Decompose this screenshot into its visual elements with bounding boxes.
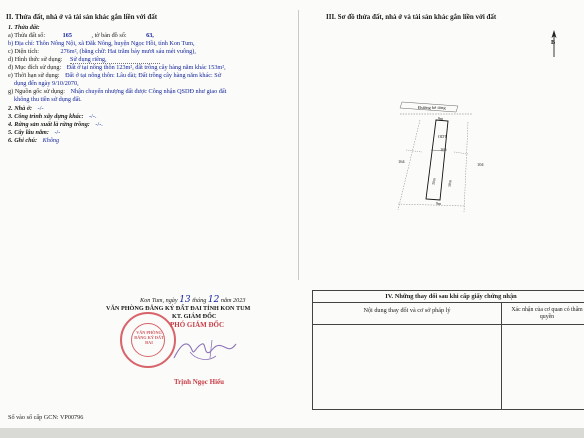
signer-name: Trịnh Ngọc Hiếu [174, 378, 225, 386]
item2-line [8, 105, 44, 112]
official-seal [120, 312, 176, 368]
area-value: 276m², (bằng chữ: Hai trăm bảy mươi sáu mét vuông), [60, 48, 196, 55]
sign-month: 12 [207, 295, 220, 305]
usage-term-label: e) Thời hạn sử dụng: [8, 72, 60, 79]
month-label: tháng [192, 297, 207, 304]
parcel-land-label: ODT [438, 134, 448, 139]
deputy-director: PHÓ GIÁM ĐỐC [170, 321, 225, 329]
item2-value: -/- [37, 105, 44, 112]
usage-purpose-line [8, 64, 226, 71]
seal-text: VĂN PHÒNG ĐĂNG KÝ ĐẤT ĐAI [134, 330, 164, 345]
usage-purpose-label: đ) Mục đích sử dụng: [8, 64, 62, 71]
left-neighbor-label: 164 [398, 159, 405, 164]
item4-label: 4. Rừng sản xuất là rừng trồng: [8, 121, 90, 128]
item6-value: Không [42, 137, 60, 144]
usage-form-value: Sử dụng riêng, [70, 56, 160, 64]
place-date-line [140, 297, 245, 304]
item3-line [8, 113, 97, 120]
item6-line [8, 137, 59, 144]
road-label: Đường bê tông [418, 105, 446, 110]
changes-table-title: IV. Những thay đổi sau khi cấp giấy chứng nhận [385, 293, 517, 300]
sign-day: 13 [179, 295, 191, 305]
column-divider [298, 10, 299, 280]
item5-value: -/- [54, 129, 61, 136]
usage-purpose-value: Đất ở tại nông thôn 123m², đất trồng cây hàng năm khác 153m², [66, 64, 226, 71]
item3-label: 3. Công trình xây dựng khác: [8, 113, 84, 120]
usage-form-label: d) Hình thức sử dụng: [8, 56, 63, 63]
table-vsep [501, 303, 502, 410]
place-date-prefix: Kon Tum, ngày [140, 297, 178, 304]
usage-origin-value-cont: không thu tiền sử dụng đất. [14, 96, 82, 103]
cert-number: Số vào sổ cấp GCN: VP00796 [8, 414, 84, 421]
section2-heading: II. Thửa đất, nhà ở và tài sản khác gắn liền với đất [6, 13, 158, 21]
north-label: B [551, 39, 556, 46]
item5-label: 5. Cây lâu năm: [8, 129, 49, 136]
item2-label: 2. Nhà ở: [8, 105, 33, 112]
item3-value: -/-. [89, 113, 97, 120]
item6-label: 6. Ghi chú: [8, 137, 38, 144]
map-sheet-value: 63, [146, 32, 154, 39]
parcel-number-on-map: 165 [440, 147, 447, 152]
year-label: năm 2023 [220, 297, 246, 304]
map-sheet-label: , tờ bản đồ số: [91, 32, 127, 39]
handwritten-signature [170, 332, 240, 368]
dim-left: 30m [430, 177, 437, 186]
parcel-number-value: 165 [62, 32, 72, 39]
table-hline-2 [313, 324, 584, 325]
item1-label: 1. Thửa đất: [8, 24, 40, 31]
table-hline-1 [313, 302, 584, 303]
area-label: c) Diện tích: [8, 48, 39, 55]
area-line [8, 48, 196, 55]
usage-term-value: Đất ở tại nông thôn: Lâu dài; Đất trồng cây hàng năm khác: Sử [65, 72, 222, 79]
dim-right: 30m [446, 179, 453, 188]
right-neighbor-label: 104 [477, 162, 484, 167]
usage-origin-line [8, 88, 226, 95]
usage-term-value-cont: dụng đến ngày 9/10/2070, [14, 80, 79, 87]
dim-top: 9m [438, 116, 444, 121]
changes-table [312, 290, 584, 410]
dim-bottom: 9m [436, 201, 442, 206]
item4-value: -/-. [95, 121, 103, 128]
item5-line [8, 129, 60, 136]
office-name: VĂN PHÒNG ĐĂNG KÝ ĐẤT ĐAI TỈNH KON TUM [106, 305, 251, 312]
parcel-number-label: a) Thửa đất số: [8, 32, 46, 39]
bottom-border [0, 428, 584, 438]
address-line: b) Địa chỉ: Thôn Nông Nội, xã Đăk Nông, huyện Ngọc Hồi, tỉnh Kon Tum, [8, 40, 195, 47]
changes-col-content: Nội dung thay đổi và cơ sở pháp lý [363, 307, 451, 314]
changes-col-confirm: Xác nhận của cơ quan có thẩm quyền [511, 307, 583, 321]
item4-line [8, 121, 103, 128]
kt-director: KT. GIÁM ĐỐC [172, 313, 217, 320]
usage-origin-label: g) Nguồn gốc sử dụng: [8, 88, 65, 95]
section3-heading: III. Sơ đồ thửa đất, nhà ở và tài sản khác gắn liền với đất [326, 13, 497, 21]
parcel-number-line [8, 32, 154, 39]
usage-origin-value: Nhận chuyển nhượng đất được Công nhận QSDĐ như giao đất [70, 88, 227, 95]
usage-term-line [8, 72, 221, 79]
